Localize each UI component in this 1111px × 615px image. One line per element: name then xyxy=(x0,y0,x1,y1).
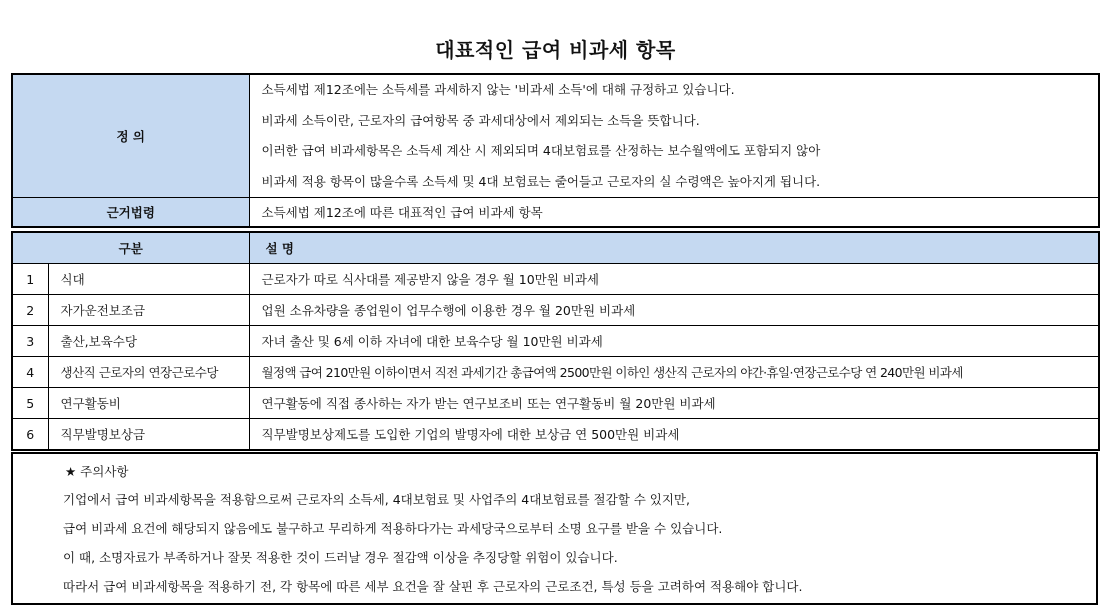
row-number: 3 xyxy=(12,326,48,357)
basis-text: 소득세법 제12조에 따른 대표적인 급여 비과세 항목 xyxy=(249,198,1099,228)
items-table xyxy=(11,231,1100,451)
column-header-category: 구분 xyxy=(12,232,249,264)
notice-line: 따라서 급여 비과세항목을 적용하기 전, 각 항목에 따른 세부 요건을 잘 살핀 후 근로자의 근로조건, 특성 등을 고려하여 적용해야 합니다. xyxy=(63,579,803,594)
table-row xyxy=(12,357,1099,388)
row-category: 출산,보육수당 xyxy=(48,326,249,357)
definition-line: 이러한 급여 비과세항목은 소득세 계산 시 제외되며 4대보험료를 산정하는 보수월액에도 포함되지 않아 xyxy=(249,136,1099,167)
table-row xyxy=(12,264,1099,295)
row-description: 직무발명보상제도를 도입한 기업의 발명자에 대한 보상금 연 500만원 비과세 xyxy=(249,419,1099,451)
row-number: 6 xyxy=(12,419,48,451)
row-number: 2 xyxy=(12,295,48,326)
row-number: 4 xyxy=(12,357,48,388)
definition-table xyxy=(11,73,1100,228)
row-category: 연구활동비 xyxy=(48,388,249,419)
definition-line: 비과세 적용 항목이 많을수록 소득세 및 4대 보험료는 줄어들고 근로자의 실 수령액은 높아지게 됩니다. xyxy=(249,167,1099,198)
notice-box xyxy=(11,452,1098,605)
definition-line: 비과세 소득이란, 근로자의 급여항목 중 과세대상에서 제외되는 소득을 뜻합니다. xyxy=(249,106,1099,137)
row-category: 식대 xyxy=(48,264,249,295)
row-description: 근로자가 따로 식사대를 제공받지 않을 경우 월 10만원 비과세 xyxy=(249,264,1099,295)
table-row xyxy=(12,388,1099,419)
notice-line: 이 때, 소명자료가 부족하거나 잘못 적용한 것이 드러날 경우 절감액 이상을 추징당할 위험이 있습니다. xyxy=(63,550,618,565)
notice-line: 기업에서 급여 비과세항목을 적용함으로써 근로자의 소득세, 4대보험료 및 사업주의 4대보험료를 절감할 수 있지만, xyxy=(63,492,690,507)
page-title: 대표적인 급여 비과세 항목 xyxy=(435,38,676,62)
row-category: 생산직 근로자의 연장근로수당 xyxy=(48,357,249,388)
row-description: 연구활동에 직접 종사하는 자가 받는 연구보조비 또는 연구활동비 월 20만원 비과세 xyxy=(249,388,1099,419)
row-category: 자가운전보조금 xyxy=(48,295,249,326)
definition-line: 소득세법 제12조에는 소득세를 과세하지 않는 '비과세 소득'에 대해 규정하고 있습니다. xyxy=(249,74,1099,106)
notice-line: 급여 비과세 요건에 해당되지 않음에도 불구하고 무리하게 적용하다가는 과세당국으로부터 소명 요구를 받을 수 있습니다. xyxy=(63,521,723,536)
table-row xyxy=(12,326,1099,357)
row-category: 직무발명보상금 xyxy=(48,419,249,451)
basis-label: 근거법령 xyxy=(12,198,249,228)
column-header-description: 설 명 xyxy=(249,232,1099,264)
table-row xyxy=(12,295,1099,326)
notice-heading: ★ 주의사항 xyxy=(65,464,129,479)
row-description: 자녀 출산 및 6세 이하 자녀에 대한 보육수당 월 10만원 비과세 xyxy=(249,326,1099,357)
table-row xyxy=(12,419,1099,451)
row-number: 1 xyxy=(12,264,48,295)
definition-label: 정 의 xyxy=(12,74,249,198)
row-description: 업원 소유차량을 종업원이 업무수행에 이용한 경우 월 20만원 비과세 xyxy=(249,295,1099,326)
row-number: 5 xyxy=(12,388,48,419)
row-description: 월정액 급여 210만원 이하이면서 직전 과세기간 총급여액 2500만원 이하인 생산직 근로자의 야간·휴일·연장근로수당 연 240만원 비과세 xyxy=(249,357,1099,388)
